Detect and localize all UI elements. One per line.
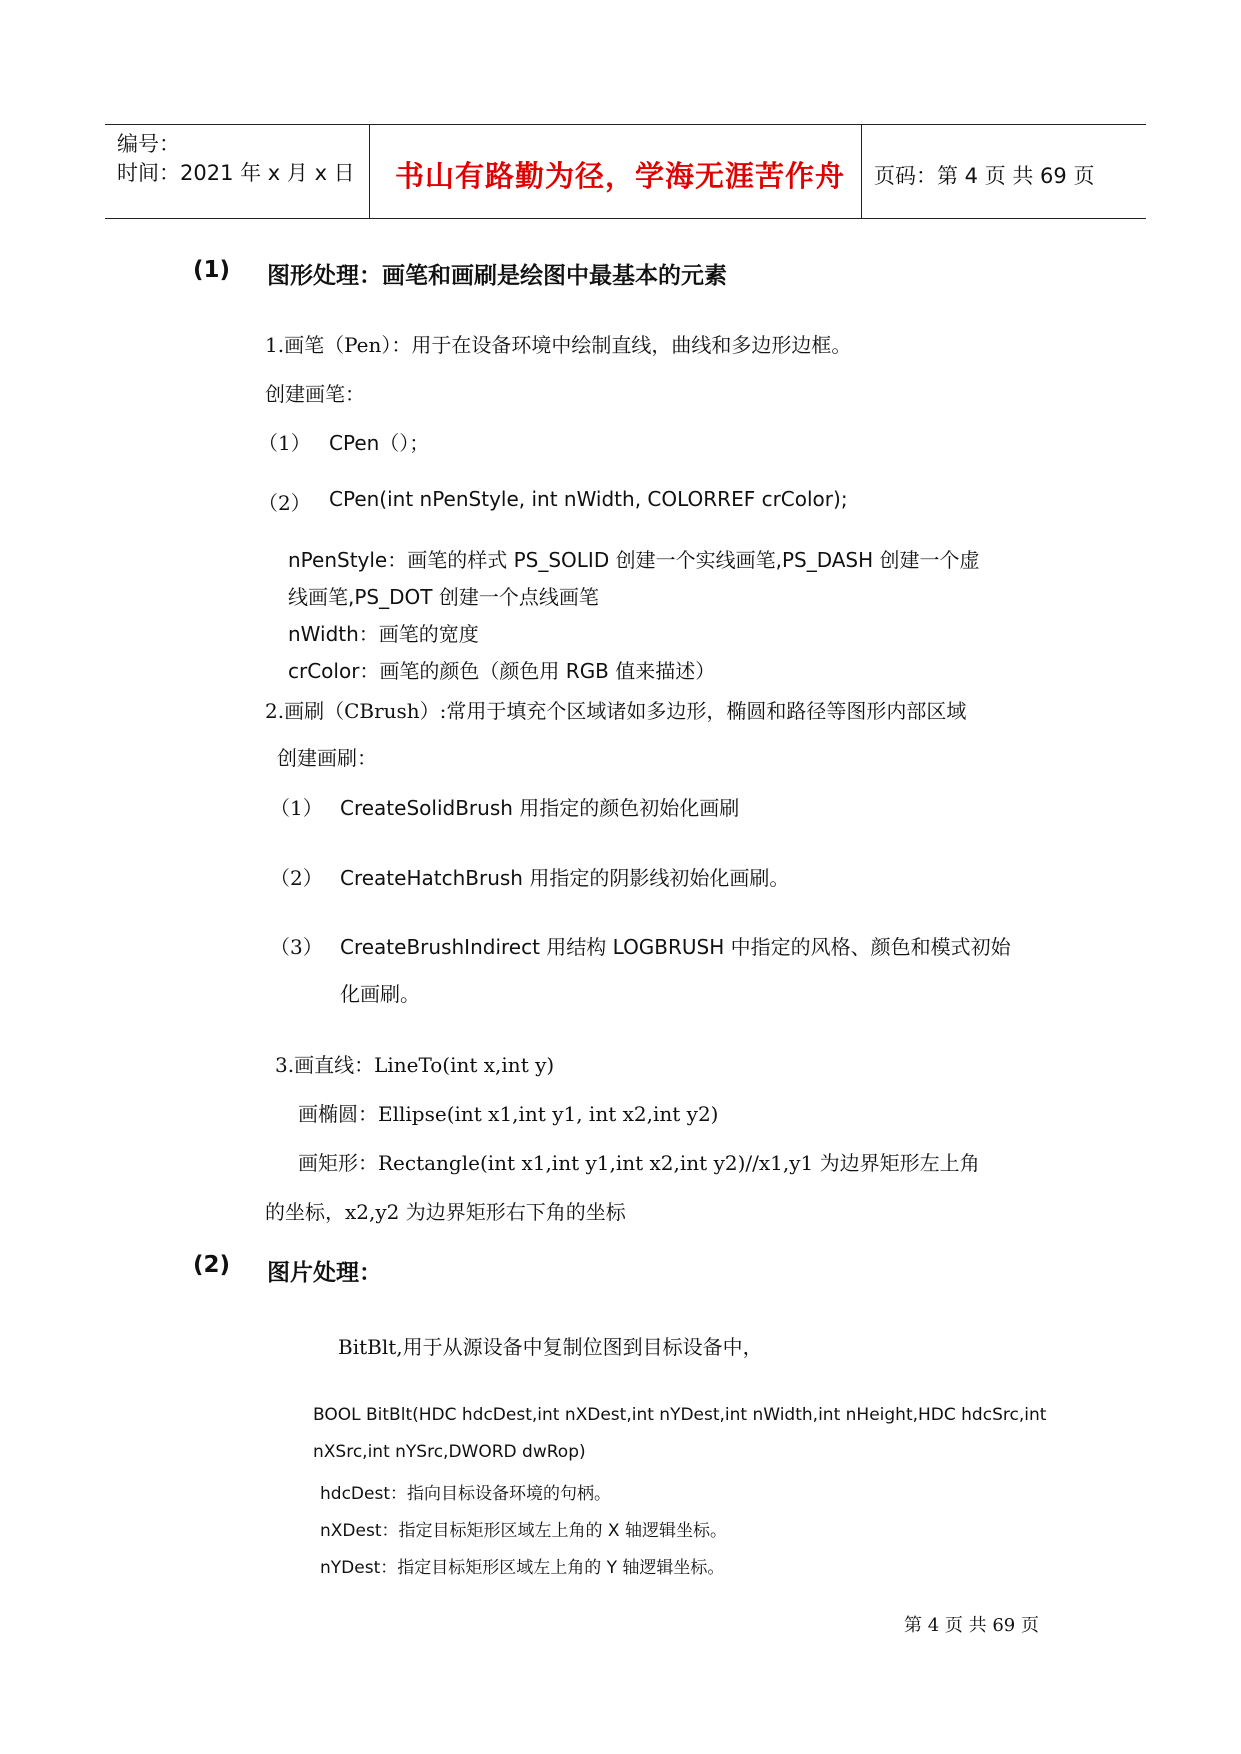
- draw-rectangle-line-2: 的坐标，x2,y2 为边界矩形右下角的坐标: [265, 1200, 626, 1224]
- header-motto: 书山有路勤为径，学海无涯苦作舟: [395, 159, 846, 193]
- pen-ctor-2: CPen(int nPenStyle, int nWidth, COLORREF crColor);: [329, 487, 848, 511]
- bitblt-signature-line-1: BOOL BitBlt(HDC hdcDest,int nXDest,int nYDest,int nWidth,int nHeight,HDC hdcSrc,int: [313, 1405, 1047, 1425]
- pen-ctor-1: CPen（）；: [329, 431, 430, 455]
- draw-rectangle-line-1: 画矩形：Rectangle(int x1,int y1,int x2,int y2)//x1,y1 为边界矩形左上角: [298, 1151, 980, 1175]
- pen-param-width: nWidth：画笔的宽度: [288, 622, 479, 646]
- brush-fn-1-number: （1）: [270, 796, 323, 820]
- pen-param-style-line-1: nPenStyle：画笔的样式 PS_SOLID 创建一个实线画笔,PS_DASH 创建一个虚: [288, 548, 980, 572]
- pen-create-label: 创建画笔：: [265, 382, 365, 406]
- bitblt-signature-line-2: nXSrc,int nYSrc,DWORD dwRop): [313, 1442, 586, 1462]
- brush-fn-1: CreateSolidBrush 用指定的颜色初始化画刷: [340, 796, 740, 820]
- bitblt-param-hdcdest: hdcDest：指向目标设备环境的句柄。: [320, 1484, 611, 1504]
- pen-param-color: crColor：画笔的颜色（颜色用 RGB 值来描述）: [288, 659, 716, 683]
- draw-line: 3.画直线：LineTo(int x,int y): [275, 1053, 555, 1077]
- header-page-code: 页码：第 4 页 共 69 页: [874, 164, 1095, 188]
- section-1-title: 图形处理：画笔和画刷是绘图中最基本的元素: [267, 262, 727, 289]
- section-1-number: (1): [193, 257, 231, 283]
- header-top-rule: [105, 124, 1146, 125]
- header-divider-right: [861, 125, 862, 219]
- pen-param-style-line-2: 线画笔,PS_DOT 创建一个点线画笔: [288, 585, 599, 609]
- footer-page-number: 第 4 页 共 69 页: [904, 1615, 1039, 1636]
- brush-fn-2-number: （2）: [270, 866, 323, 890]
- section-2-title: 图片处理：: [267, 1259, 382, 1286]
- brush-fn-3-line-2: 化画刷。: [340, 982, 420, 1006]
- brush-fn-2: CreateHatchBrush 用指定的阴影线初始化画刷。: [340, 866, 790, 890]
- header-bottom-rule: [105, 218, 1146, 219]
- brush-intro: 2.画刷（CBrush）:常用于填充个区域诸如多边形，椭圆和路径等图形内部区域: [265, 699, 967, 723]
- header-divider-left: [369, 125, 370, 219]
- bitblt-param-nxdest: nXDest：指定目标矩形区域左上角的 X 轴逻辑坐标。: [320, 1521, 727, 1541]
- header-number-label: 编号：: [117, 132, 180, 156]
- brush-fn-3-line-1: CreateBrushIndirect 用结构 LOGBRUSH 中指定的风格、颜色和模式初始: [340, 935, 1011, 959]
- bitblt-param-nydest: nYDest：指定目标矩形区域左上角的 Y 轴逻辑坐标。: [320, 1558, 725, 1578]
- brush-fn-3-number: （3）: [270, 935, 323, 959]
- pen-ctor-2-number: （2）: [258, 491, 311, 515]
- bitblt-intro: BitBlt,用于从源设备中复制位图到目标设备中，: [338, 1335, 763, 1359]
- brush-create-label: 创建画刷：: [277, 746, 377, 770]
- pen-ctor-1-number: （1）: [258, 431, 311, 455]
- header-time-label: 时间：2021 年 x 月 x 日: [117, 161, 355, 185]
- draw-ellipse: 画椭圆：Ellipse(int x1,int y1, int x2,int y2): [298, 1102, 719, 1126]
- pen-intro: 1.画笔（Pen）：用于在设备环境中绘制直线，曲线和多边形边框。: [265, 333, 852, 357]
- section-2-number: (2): [193, 1252, 231, 1278]
